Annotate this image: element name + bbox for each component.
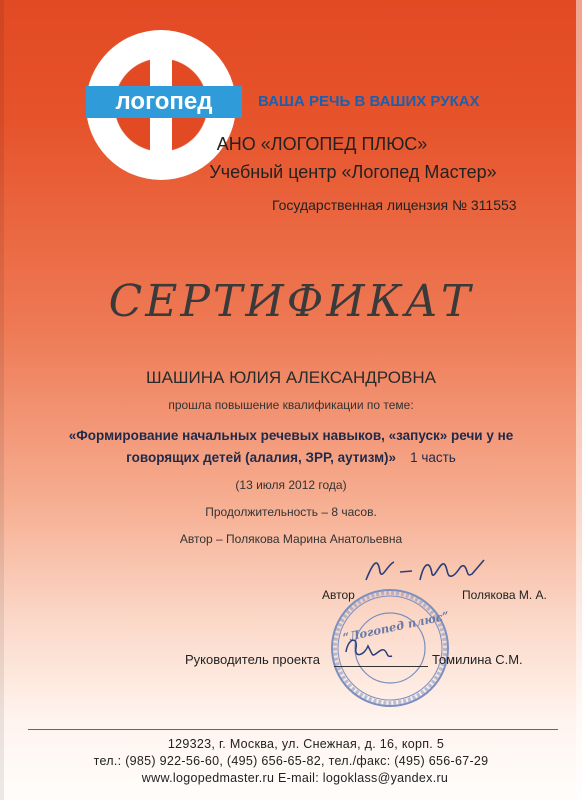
course-duration: Продолжительность – 8 часов. <box>205 505 377 519</box>
topic-line-2 <box>0 450 582 465</box>
stamp-text: “Логопед плюс” <box>341 608 451 645</box>
footer-address: 129323, г. Москва, ул. Снежная, д. 16, корп. 5 <box>167 737 445 751</box>
author-signature <box>360 550 490 590</box>
logo-text: логопед <box>115 88 213 115</box>
course-author: Автор – Полякова Марина Анатольевна <box>179 532 403 546</box>
footer-phones: тел.: (985) 922-56-60, (495) 656-65-82, тел./факс: (495) 656-67-29 <box>93 754 489 768</box>
topic-line-2-text: говорящих детей (алалия, ЗРР, аутизм)» <box>126 450 397 465</box>
recipient-name: ШАШИНА ЮЛИЯ АЛЕКСАНДРОВНА <box>146 368 436 387</box>
author-name: Полякова М. А. <box>462 588 547 602</box>
training-center: Учебный центр «Логопед Мастер» <box>209 162 497 182</box>
lead-label: Руководитель проекта <box>185 652 320 667</box>
author-label: Автор <box>322 588 355 602</box>
topic-part: 1 часть <box>410 450 456 465</box>
lead-signature <box>338 630 398 664</box>
footer-divider <box>28 729 558 730</box>
lead-name: Томилина С.М. <box>432 652 523 667</box>
footer-web-email: www.logopedmaster.ru E-mail: logoklass@yandex.ru <box>141 771 449 785</box>
intro-text: прошла повышение квалификации по теме: <box>168 398 414 412</box>
organization-name: АНО «ЛОГОПЕД ПЛЮС» <box>216 134 428 154</box>
slogan: ВАША РЕЧЬ В ВАШИХ РУКАХ <box>258 93 480 110</box>
course-date: (13 июля 2012 года) <box>235 478 347 492</box>
topic-line-1: «Формирование начальных речевых навыков, «запуск» речи у не <box>68 428 514 443</box>
license-number: Государственная лицензия № 311553 <box>272 197 517 213</box>
certificate-title: СЕРТИФИКАТ <box>108 276 474 327</box>
signature-line <box>334 666 428 667</box>
